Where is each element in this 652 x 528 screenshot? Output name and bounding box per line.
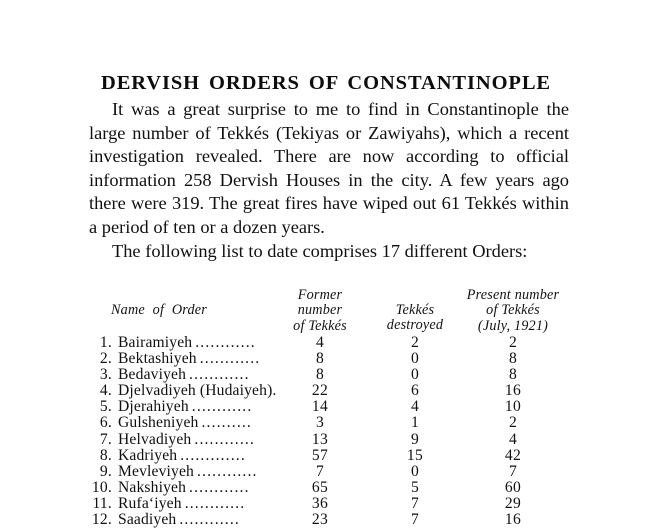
order-name [118,335,272,351]
former-number-value: 65 [311,478,329,496]
table-row [89,496,569,512]
order-name [118,480,272,496]
table-row [89,432,569,448]
present-number-value: 8 [508,350,518,368]
order-name [118,399,272,415]
column-header-present-line3: (July, 1921) [477,317,549,334]
row-index: 9. [99,462,112,480]
order-name-text: Kadriyeh [118,446,178,464]
column-header-former-number [272,288,368,334]
destroyed-value: 4 [410,398,420,416]
table-row [89,448,569,464]
former-number-value: 36 [311,494,329,512]
paragraph-2: The following list to date comprises 17 different Orders: [112,240,528,261]
order-name-text: Saadiyeh [118,511,177,528]
row-index: 3. [99,366,112,384]
order-name [118,464,272,480]
former-number-value: 22 [311,382,329,400]
dervish-orders-table [89,286,569,528]
destroyed-value: 0 [410,366,420,384]
order-name [118,496,272,512]
dot-leader: ............ [184,494,246,512]
dot-leader: ............ [199,350,261,368]
table-row [89,335,569,351]
present-number-value: 16 [504,511,522,528]
order-name-text: Gulsheniyeh [118,414,199,432]
table-row [89,367,569,383]
destroyed-value: 9 [410,430,420,448]
former-number-value: 8 [315,366,325,384]
destroyed-value: 0 [410,462,420,480]
destroyed-value: 5 [410,478,420,496]
column-header-destroyed [372,303,458,334]
column-header-destroyed-line1: Tekkés [395,302,435,318]
dot-leader: ............ [195,334,256,351]
row-index: 8. [99,446,112,464]
present-number-value: 7 [508,462,518,480]
former-number-value: 8 [315,350,325,368]
table-row [89,480,569,496]
dot-leader: .......... [201,414,252,432]
column-header-destroyed-line2: destroyed [386,317,444,334]
former-number-value: 4 [315,334,325,351]
dot-leader: ............. [180,446,246,464]
dot-leader: ............ [189,366,250,384]
former-number-value: 7 [315,462,325,480]
order-name-text: Bedaviyeh [118,366,187,384]
present-number-value: 16 [504,382,522,400]
order-name-text: Bektashiyeh [118,350,197,368]
destroyed-value: 2 [410,334,420,351]
column-header-name: Name of Order [111,302,207,318]
row-index: 1. [99,334,112,351]
destroyed-value: 0 [410,350,420,368]
row-index: 6. [99,414,112,432]
table-body [89,335,569,528]
row-index: 4. [99,382,112,400]
destroyed-value: 6 [410,382,420,400]
order-name [118,351,272,367]
dot-leader: ............ [179,511,240,528]
present-number-value: 29 [504,494,522,512]
row-index: 5. [99,398,112,416]
destroyed-value: 7 [410,494,420,512]
order-name-text: Djelvadiyeh (Hudaiyeh). [118,382,277,400]
order-name [118,382,277,400]
row-index: 2. [99,350,112,368]
order-name-text: Helvadiyeh [118,430,192,448]
order-name [118,432,272,448]
table-row [89,464,569,480]
dot-leader: ............ [189,478,250,496]
order-name [118,512,272,528]
column-header-former-line1: Former [297,287,343,303]
table-row [89,399,569,415]
present-number-value: 4 [508,430,518,448]
present-number-value: 10 [504,398,522,416]
former-number-value: 14 [311,398,329,416]
order-name-text: Bairamiyeh [118,334,193,351]
row-index: 7. [99,430,112,448]
row-index: 11. [92,494,112,512]
table-header-row [89,286,569,334]
present-number-value: 60 [504,478,522,496]
page-title: DERVISH ORDERS OF CONSTANTINOPLE [101,71,551,94]
table-row [89,512,569,528]
row-index: 10. [91,478,112,496]
order-name-text: Mevleviyeh [118,462,194,480]
column-header-former-line3: of Tekkés [293,317,347,334]
destroyed-value: 1 [410,414,420,432]
order-name [118,415,272,431]
present-number-value: 42 [504,446,522,464]
body-text [89,98,569,263]
order-name-text: Djerahiyeh [118,398,189,416]
former-number-value: 23 [311,511,329,528]
former-number-value: 3 [315,414,325,432]
column-header-present-line2: of Tekkés [486,302,540,319]
table-row [89,383,569,399]
present-number-value: 8 [508,366,518,384]
row-index: 12. [91,511,112,528]
dot-leader: ............ [191,398,253,416]
former-number-value: 13 [311,430,329,448]
destroyed-value: 7 [410,511,420,528]
former-number-value: 57 [311,446,329,464]
column-header-present-line1: Present number [466,287,560,303]
paragraph-1: It was a great surprise to me to find in Constantinople the large number of Tekkés (Tekiyas or Zawiyahs), which a recent investigation revealed. There are now according to official information 258 Dervish Houses in the city. A few years ago there were 319. The great fires have wiped out 61 Tekkés within a period of ten or a dozen years. [89,99,569,237]
column-header-former-line2: number [297,302,343,319]
table-row [89,415,569,431]
present-number-value: 2 [508,334,518,351]
order-name [118,367,272,383]
column-header-present-number [457,288,569,334]
order-name-text: Nakshiyeh [118,478,187,496]
destroyed-value: 15 [406,446,424,464]
order-name [118,448,272,464]
dot-leader: ............ [196,462,258,480]
order-name-text: Rufa‘iyeh [118,494,182,512]
table-row [89,351,569,367]
present-number-value: 2 [508,414,518,432]
dot-leader: ............ [194,430,255,448]
